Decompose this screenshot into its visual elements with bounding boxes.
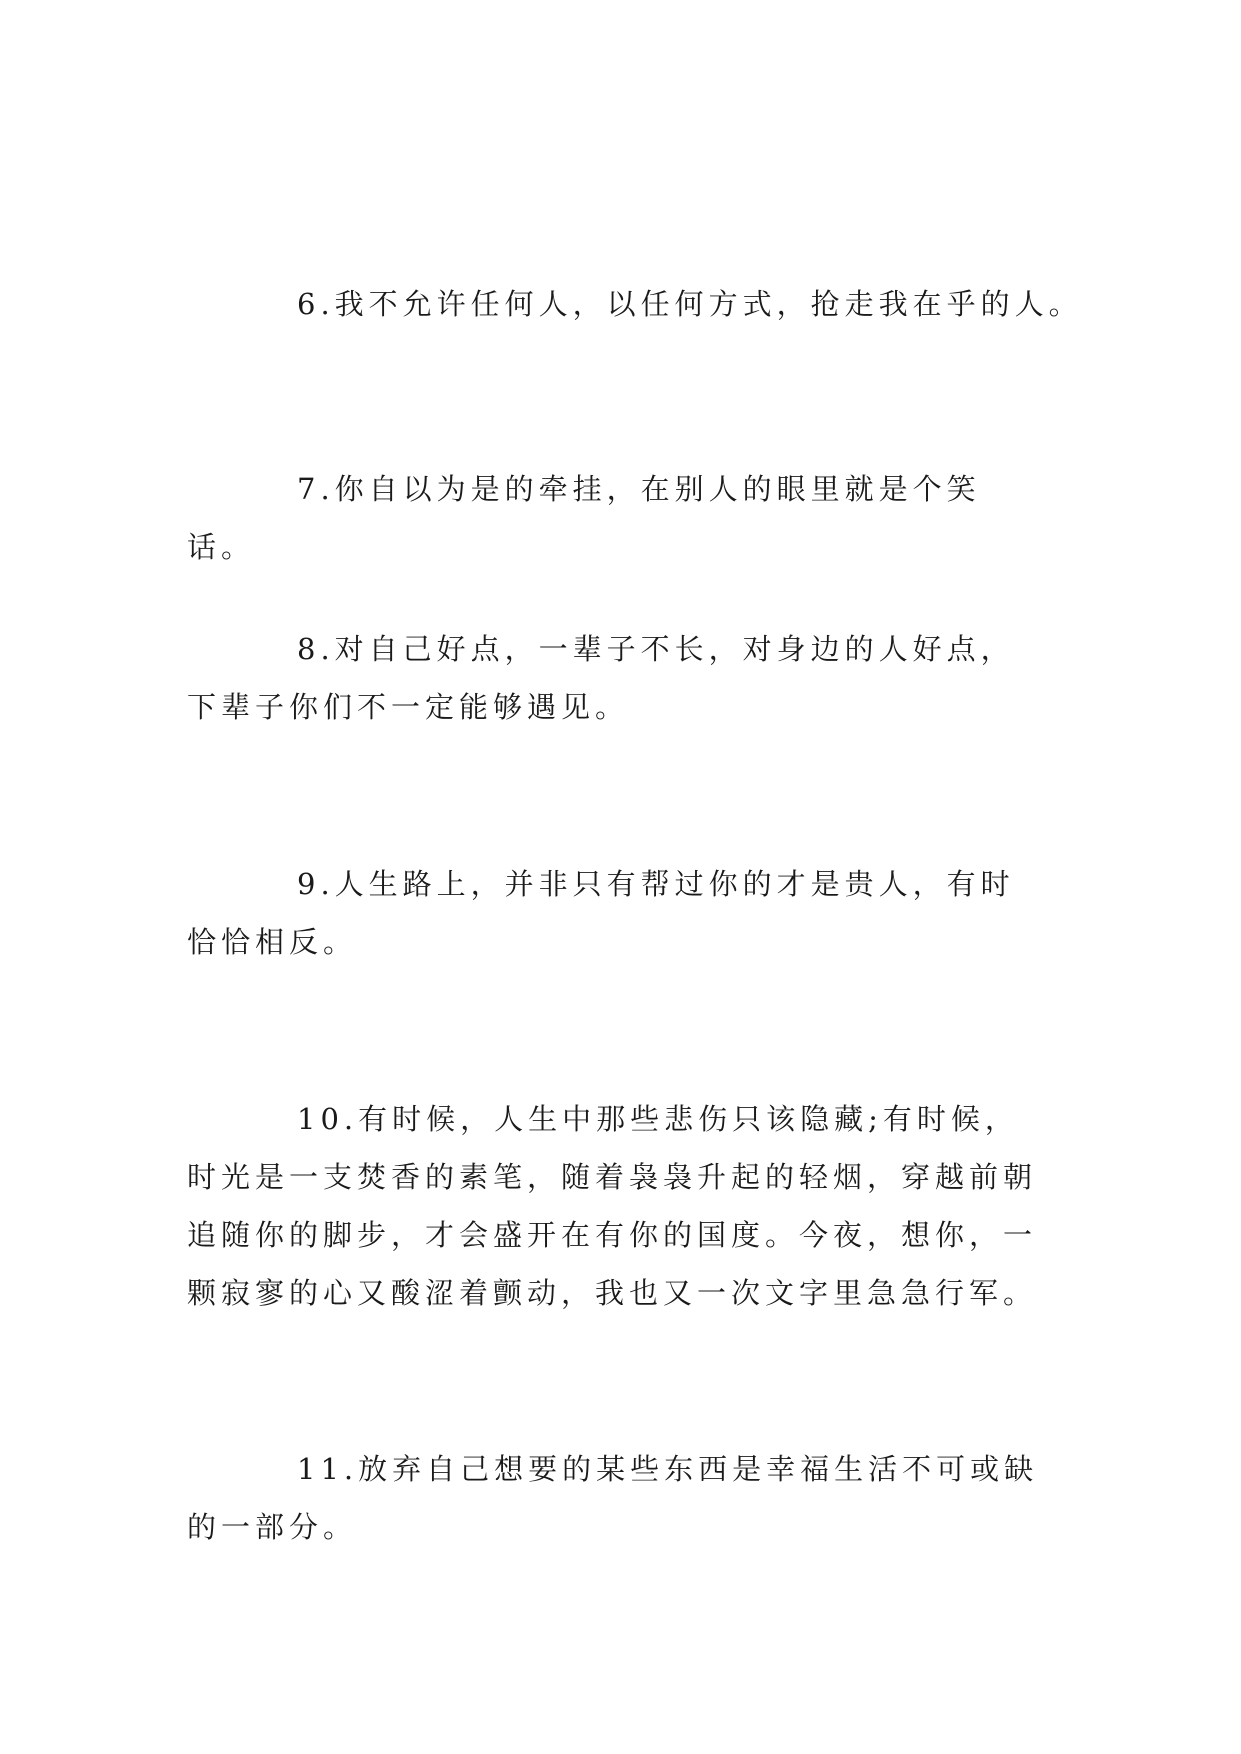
- paragraph-number: 9.: [297, 867, 335, 901]
- paragraph-text: 对自己好点，一辈子不长，对身边的人好点，下辈子你们不一定能够遇见。: [187, 632, 1015, 724]
- paragraph-text: 你自以为是的牵挂，在别人的眼里就是个笑话。: [187, 472, 981, 564]
- paragraph-number: 11.: [297, 1452, 359, 1486]
- paragraph-number: 6.: [297, 287, 335, 321]
- paragraph-number: 7.: [297, 472, 335, 506]
- paragraph-11: [187, 1440, 1047, 1556]
- paragraph-7: [187, 460, 1047, 576]
- paragraph-number: 10.: [297, 1102, 359, 1136]
- paragraph-6: [187, 275, 1087, 333]
- paragraph-10: [187, 1090, 1047, 1322]
- paragraph-text: 我不允许任何人，以任何方式，抢走我在乎的人。: [334, 287, 1083, 321]
- paragraph-9: [187, 855, 1047, 971]
- paragraph-text: 人生路上，并非只有帮过你的才是贵人，有时恰恰相反。: [187, 867, 1015, 959]
- paragraph-8: [187, 620, 1047, 736]
- paragraph-number: 8.: [297, 632, 335, 666]
- paragraph-text: 放弃自己想要的某些东西是幸福生活不可或缺的一部分。: [187, 1452, 1039, 1544]
- paragraph-text: 有时候，人生中那些悲伤只该隐藏;有时候，时光是一支焚香的素笔，随着袅袅升起的轻烟，穿越前朝追随你的脚步，才会盛开在有你的国度。今夜，想你，一颗寂寥的心又酸涩着颤动，我也又一次文字里急急行军。: [187, 1102, 1038, 1310]
